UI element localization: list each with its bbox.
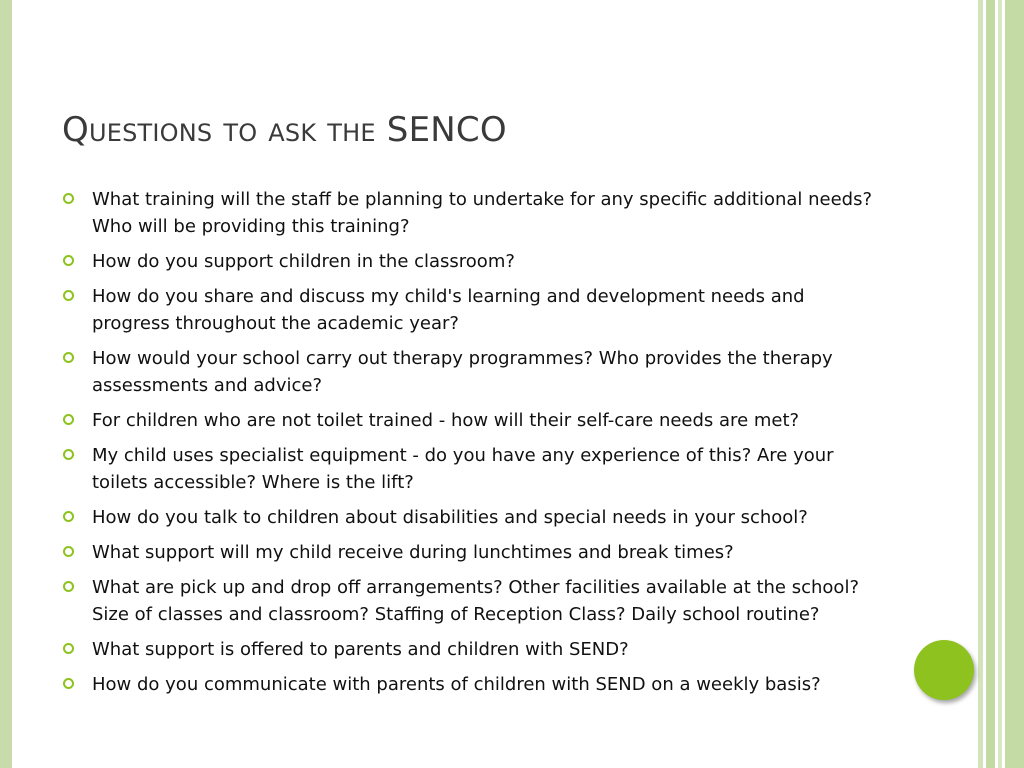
- bullet-text: How do you support children in the classroom?: [92, 251, 515, 272]
- bullet-icon: [63, 581, 74, 592]
- bullet-item: [62, 504, 882, 531]
- bullet-item: [62, 248, 882, 275]
- bullet-item: [62, 407, 882, 434]
- green-circle-icon: [914, 640, 974, 700]
- bullet-icon: [63, 643, 74, 654]
- bullet-text: What support is offered to parents and children with SEND?: [92, 639, 629, 660]
- bullet-icon: [63, 414, 74, 425]
- bullet-text: My child uses specialist equipment - do you have any experience of this? Are your toilets accessible? Where is the lift?: [92, 445, 834, 493]
- slide-title: Questions to ask the SENCO: [62, 110, 507, 150]
- bullet-text: For children who are not toilet trained - how will their self-care needs are met?: [92, 410, 800, 431]
- right-decorative-stripe: [986, 0, 995, 768]
- bullet-text: What are pick up and drop off arrangements? Other facilities available at the school? Size of classes and classroom? Staffing of Reception Class? Daily school routine?: [92, 577, 859, 625]
- bullet-item: [62, 442, 882, 496]
- bullet-item: [62, 283, 882, 337]
- bullet-icon: [63, 352, 74, 363]
- bullet-item: [62, 574, 882, 628]
- bullet-icon: [63, 449, 74, 460]
- bullet-text: How would your school carry out therapy programmes? Who provides the therapy assessments and advice?: [92, 348, 833, 396]
- bullet-icon: [63, 290, 74, 301]
- right-decorative-stripe: [998, 0, 1002, 768]
- bullet-text: How do you talk to children about disabilities and special needs in your school?: [92, 507, 808, 528]
- bullet-item: [62, 345, 882, 399]
- bullet-text: How do you communicate with parents of children with SEND on a weekly basis?: [92, 674, 821, 695]
- bullet-text: How do you share and discuss my child's learning and development needs and progress throughout the academic year?: [92, 286, 805, 334]
- bullet-item: [62, 539, 882, 566]
- bullet-icon: [63, 511, 74, 522]
- bullet-icon: [63, 255, 74, 266]
- bullet-item: [62, 186, 882, 240]
- bullet-list: [62, 186, 882, 706]
- bullet-icon: [63, 193, 74, 204]
- bullet-item: [62, 636, 882, 663]
- right-decorative-stripe: [1005, 0, 1024, 768]
- left-decorative-stripe: [0, 0, 12, 768]
- bullet-icon: [63, 678, 74, 689]
- right-decorative-stripe: [978, 0, 983, 768]
- bullet-text: What training will the staff be planning to undertake for any specific additional needs? Who will be providing this training?: [92, 189, 873, 237]
- bullet-icon: [63, 546, 74, 557]
- bullet-text: What support will my child receive during lunchtimes and break times?: [92, 542, 734, 563]
- bullet-item: [62, 671, 882, 698]
